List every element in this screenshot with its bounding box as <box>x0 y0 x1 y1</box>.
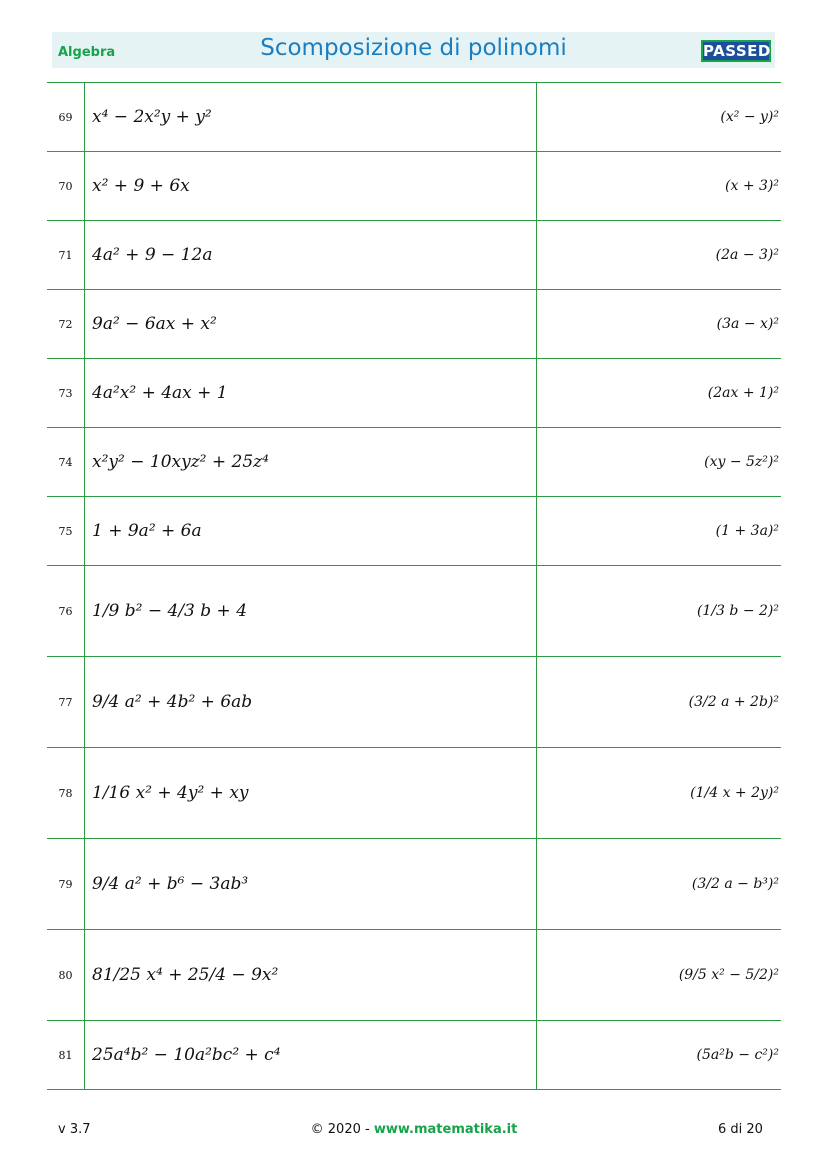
exercise-expression: 4a² + 9 − 12a <box>85 221 537 290</box>
exercise-expression: 1/9 b² − 4/3 b + 4 <box>85 566 537 657</box>
exercise-row <box>47 221 781 290</box>
exercise-result: (1/3 b − 2)² <box>537 566 782 657</box>
exercise-table <box>47 82 781 1090</box>
exercise-result: (2a − 3)² <box>537 221 782 290</box>
exercise-result: (x + 3)² <box>537 152 782 221</box>
exercise-row <box>47 428 781 497</box>
exercise-expression: x² + 9 + 6x <box>85 152 537 221</box>
exercise-expression: x⁴ − 2x²y + y² <box>85 83 537 152</box>
exercise-expression: 81/25 x⁴ + 25/4 − 9x² <box>85 930 537 1021</box>
page-number: 6 di 20 <box>718 1122 763 1137</box>
exercise-result: (3/2 a + 2b)² <box>537 657 782 748</box>
exercise-number: 81 <box>47 1021 85 1090</box>
exercise-number: 74 <box>47 428 85 497</box>
exercise-expression: 1 + 9a² + 6a <box>85 497 537 566</box>
exercise-row <box>47 359 781 428</box>
exercise-number: 70 <box>47 152 85 221</box>
exercise-result: (1/4 x + 2y)² <box>537 748 782 839</box>
header-bar <box>52 32 775 68</box>
exercise-row <box>47 152 781 221</box>
exercise-expression: 9/4 a² + b⁶ − 3ab³ <box>85 839 537 930</box>
exercise-row <box>47 839 781 930</box>
exercise-expression: x²y² − 10xyz² + 25z⁴ <box>85 428 537 497</box>
exercise-number: 75 <box>47 497 85 566</box>
exercise-row <box>47 497 781 566</box>
exercise-result: (x² − y)² <box>537 83 782 152</box>
exercise-expression: 9/4 a² + 4b² + 6ab <box>85 657 537 748</box>
exercise-expression: 25a⁴b² − 10a²bc² + c⁴ <box>85 1021 537 1090</box>
exercise-result: (3/2 a − b³)² <box>537 839 782 930</box>
exercise-number: 69 <box>47 83 85 152</box>
exercise-number: 71 <box>47 221 85 290</box>
exercise-row <box>47 930 781 1021</box>
exercise-number: 73 <box>47 359 85 428</box>
exercise-result: (9/5 x² − 5/2)² <box>537 930 782 1021</box>
exercise-row <box>47 83 781 152</box>
exercise-row <box>47 566 781 657</box>
copyright-text: © 2020 - <box>310 1122 374 1137</box>
exercise-number: 72 <box>47 290 85 359</box>
exercise-number: 77 <box>47 657 85 748</box>
exercise-row <box>47 1021 781 1090</box>
exercise-row <box>47 748 781 839</box>
copyright-line <box>0 1122 828 1137</box>
exercise-number: 78 <box>47 748 85 839</box>
exercise-row <box>47 290 781 359</box>
exercise-expression: 4a²x² + 4ax + 1 <box>85 359 537 428</box>
exercise-result: (3a − x)² <box>537 290 782 359</box>
subject-label: Algebra <box>58 45 116 60</box>
page-title: Scomposizione di polinomi <box>260 35 567 61</box>
passed-badge: PASSED <box>703 42 771 60</box>
exercise-result: (1 + 3a)² <box>537 497 782 566</box>
version-label: v 3.7 <box>58 1122 91 1137</box>
exercise-number: 76 <box>47 566 85 657</box>
exercise-expression: 1/16 x² + 4y² + xy <box>85 748 537 839</box>
exercise-number: 79 <box>47 839 85 930</box>
exercise-number: 80 <box>47 930 85 1021</box>
site-link[interactable]: www.matematika.it <box>373 1122 518 1137</box>
exercise-result: (xy − 5z²)² <box>537 428 782 497</box>
exercise-expression: 9a² − 6ax + x² <box>85 290 537 359</box>
exercise-result: (5a²b − c²)² <box>537 1021 782 1090</box>
exercise-result: (2ax + 1)² <box>537 359 782 428</box>
exercise-row <box>47 657 781 748</box>
